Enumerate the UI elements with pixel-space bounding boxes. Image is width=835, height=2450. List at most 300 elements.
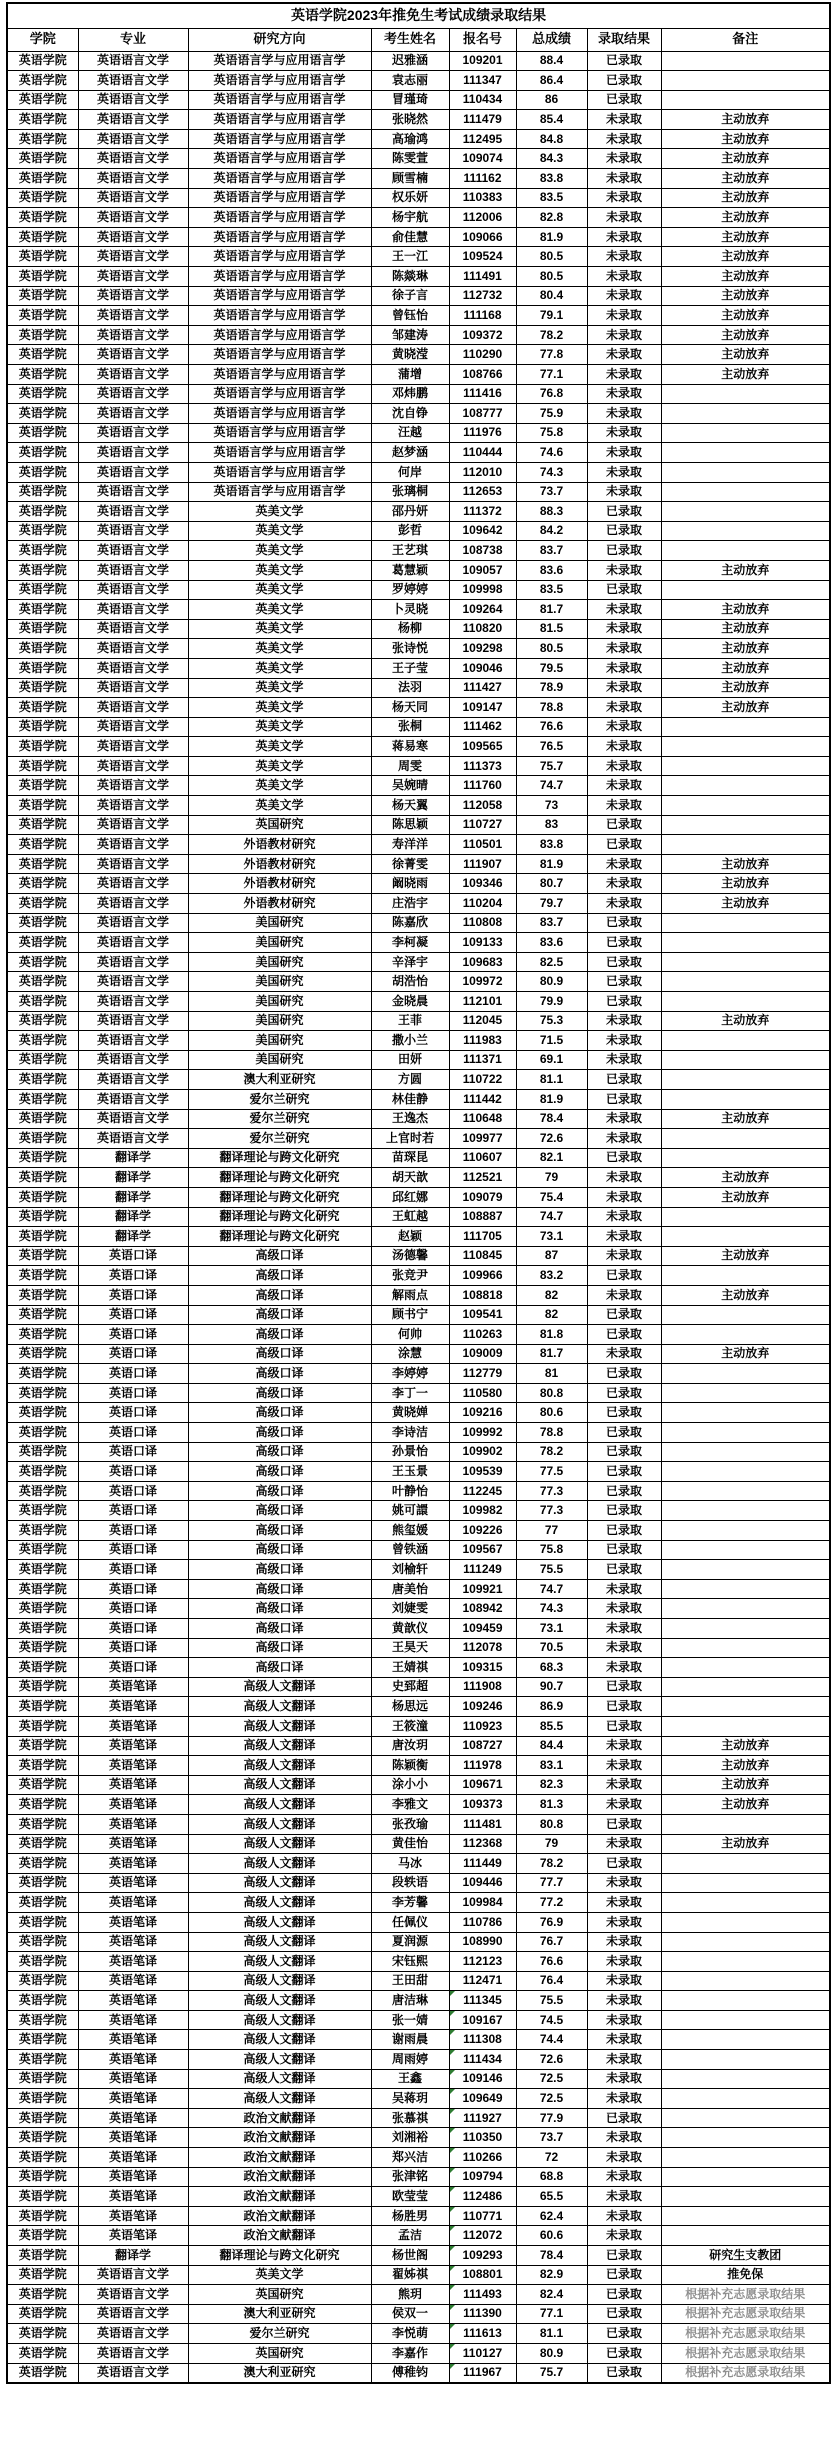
result-cell: 已录取: [587, 972, 661, 992]
result-cell: 未录取: [587, 1227, 661, 1247]
result-cell: 已录取: [587, 1540, 661, 1560]
remark-cell: 主动放弃: [661, 286, 830, 306]
college-cell: 英语学院: [7, 227, 78, 247]
table-row: [7, 952, 830, 972]
major-cell: 英语语言文学: [78, 717, 188, 737]
score-cell: 81: [516, 1364, 587, 1384]
remark-cell: [661, 423, 830, 443]
green-corner-flag-icon: [450, 2109, 455, 2114]
college-cell: 英语学院: [7, 1285, 78, 1305]
table-row: [7, 90, 830, 110]
college-cell: 英语学院: [7, 443, 78, 463]
name-cell: 赵梦涵: [371, 443, 449, 463]
regno-cell: 109293: [449, 2246, 516, 2266]
regno-cell: 111308: [449, 2030, 516, 2050]
name-cell: 孙景怡: [371, 1442, 449, 1462]
name-cell: 李嘉作: [371, 2343, 449, 2363]
major-cell: 英语笔译: [78, 1775, 188, 1795]
college-cell: 英语学院: [7, 1344, 78, 1364]
remark-cell: [661, 1952, 830, 1972]
major-cell: 英语笔译: [78, 2050, 188, 2070]
direction-cell: 高级口译: [188, 1462, 371, 1482]
table-row: [7, 2285, 830, 2305]
major-cell: 英语语言文学: [78, 2265, 188, 2285]
major-cell: 英语笔译: [78, 1834, 188, 1854]
major-cell: 英语语言文学: [78, 482, 188, 502]
name-cell: 李柯凝: [371, 933, 449, 953]
remark-cell: 研究生支教团: [661, 2246, 830, 2266]
college-cell: 英语学院: [7, 639, 78, 659]
college-cell: 英语学院: [7, 1775, 78, 1795]
score-cell: 77.1: [516, 2304, 587, 2324]
result-cell: 已录取: [587, 952, 661, 972]
major-cell: 英语语言文学: [78, 1011, 188, 1031]
score-cell: 85.5: [516, 1716, 587, 1736]
table-row: [7, 462, 830, 482]
name-cell: 徐菁雯: [371, 854, 449, 874]
college-cell: 英语学院: [7, 1677, 78, 1697]
result-cell: 未录取: [587, 658, 661, 678]
score-cell: 78.9: [516, 678, 587, 698]
remark-cell: [661, 1814, 830, 1834]
regno-cell: 108990: [449, 1932, 516, 1952]
table-row: [7, 1834, 830, 1854]
remark-cell: [661, 2089, 830, 2109]
result-cell: 未录取: [587, 423, 661, 443]
college-cell: 英语学院: [7, 502, 78, 522]
major-cell: 英语语言文学: [78, 639, 188, 659]
table-row: [7, 169, 830, 189]
score-cell: 82.9: [516, 2265, 587, 2285]
result-cell: 未录取: [587, 1756, 661, 1776]
regno-cell: 112006: [449, 208, 516, 228]
major-cell: 英语口译: [78, 1501, 188, 1521]
name-cell: 孟洁: [371, 2226, 449, 2246]
direction-cell: 英语语言学与应用语言学: [188, 443, 371, 463]
result-cell: 已录取: [587, 1325, 661, 1345]
green-corner-flag-icon: [450, 2050, 455, 2055]
direction-cell: 澳大利亚研究: [188, 2363, 371, 2383]
college-cell: 英语学院: [7, 1952, 78, 1972]
remark-cell: [661, 1579, 830, 1599]
result-cell: 未录取: [587, 306, 661, 326]
name-cell: 张桐: [371, 717, 449, 737]
regno-cell: 110820: [449, 619, 516, 639]
remark-cell: [661, 2069, 830, 2089]
direction-cell: 翻译理论与跨文化研究: [188, 2246, 371, 2266]
regno-cell: 109074: [449, 149, 516, 169]
name-cell: 欧莹莹: [371, 2187, 449, 2207]
result-cell: 已录取: [587, 1716, 661, 1736]
college-cell: 英语学院: [7, 2128, 78, 2148]
result-cell: 未录取: [587, 1285, 661, 1305]
major-cell: 英语语言文学: [78, 776, 188, 796]
score-cell: 86.4: [516, 71, 587, 91]
regno-cell: 109372: [449, 325, 516, 345]
remark-cell: [661, 541, 830, 561]
regno-cell: 111449: [449, 1854, 516, 1874]
name-cell: 彭哲: [371, 521, 449, 541]
college-cell: 英语学院: [7, 404, 78, 424]
direction-cell: 政治文献翻译: [188, 2108, 371, 2128]
major-cell: 英语语言文学: [78, 972, 188, 992]
major-cell: 英语笔译: [78, 1677, 188, 1697]
regno-cell: 112123: [449, 1952, 516, 1972]
name-cell: 王虹越: [371, 1207, 449, 1227]
table-row: [7, 658, 830, 678]
college-cell: 英语学院: [7, 1129, 78, 1149]
name-cell: 俞佳慧: [371, 227, 449, 247]
regno-cell: 111162: [449, 169, 516, 189]
major-cell: 英语笔译: [78, 1854, 188, 1874]
table-row: [7, 1619, 830, 1639]
table-row: [7, 639, 830, 659]
college-cell: 英语学院: [7, 1560, 78, 1580]
result-cell: 未录取: [587, 678, 661, 698]
result-cell: 未录取: [587, 1971, 661, 1991]
direction-cell: 高级人文翻译: [188, 2069, 371, 2089]
result-cell: 未录取: [587, 1912, 661, 1932]
result-cell: 已录取: [587, 2285, 661, 2305]
major-cell: 英语笔译: [78, 2226, 188, 2246]
regno-cell: 110786: [449, 1912, 516, 1932]
result-cell: 已录取: [587, 1697, 661, 1717]
direction-cell: 英语语言学与应用语言学: [188, 129, 371, 149]
remark-cell: [661, 1481, 830, 1501]
major-cell: 英语语言文学: [78, 306, 188, 326]
result-cell: 已录取: [587, 2265, 661, 2285]
major-cell: 英语语言文学: [78, 404, 188, 424]
direction-cell: 英美文学: [188, 639, 371, 659]
table-row: [7, 541, 830, 561]
score-cell: 80.5: [516, 267, 587, 287]
result-cell: 未录取: [587, 482, 661, 502]
major-cell: 英语语言文学: [78, 169, 188, 189]
remark-cell: 主动放弃: [661, 1109, 830, 1129]
score-cell: 72.5: [516, 2089, 587, 2109]
remark-cell: [661, 913, 830, 933]
direction-cell: 英美文学: [188, 541, 371, 561]
regno-cell: 110607: [449, 1148, 516, 1168]
result-cell: 已录取: [587, 502, 661, 522]
major-cell: 英语笔译: [78, 2148, 188, 2168]
regno-cell: 109649: [449, 2089, 516, 2109]
name-cell: 杨胜男: [371, 2206, 449, 2226]
regno-cell: 112486: [449, 2187, 516, 2207]
regno-cell: 110204: [449, 894, 516, 914]
major-cell: 英语语言文学: [78, 521, 188, 541]
score-cell: 73.1: [516, 1227, 587, 1247]
remark-cell: [661, 1207, 830, 1227]
name-cell: 杨世阁: [371, 2246, 449, 2266]
college-cell: 英语学院: [7, 1971, 78, 1991]
major-cell: 英语语言文学: [78, 2285, 188, 2305]
major-cell: 英语语言文学: [78, 129, 188, 149]
score-cell: 81.7: [516, 600, 587, 620]
score-cell: 74.7: [516, 1207, 587, 1227]
major-cell: 英语语言文学: [78, 443, 188, 463]
remark-cell: [661, 796, 830, 816]
college-cell: 英语学院: [7, 1658, 78, 1678]
result-cell: 未录取: [587, 227, 661, 247]
major-cell: 英语语言文学: [78, 2304, 188, 2324]
regno-cell: 111479: [449, 110, 516, 130]
college-cell: 英语学院: [7, 2089, 78, 2109]
direction-cell: 英语语言学与应用语言学: [188, 482, 371, 502]
name-cell: 蒲增: [371, 365, 449, 385]
name-cell: 杨天同: [371, 698, 449, 718]
college-cell: 英语学院: [7, 1207, 78, 1227]
college-cell: 英语学院: [7, 756, 78, 776]
table-row: [7, 1442, 830, 1462]
remark-cell: [661, 2050, 830, 2070]
table-row: [7, 2265, 830, 2285]
name-cell: 曾铁涵: [371, 1540, 449, 1560]
college-cell: 英语学院: [7, 1579, 78, 1599]
major-cell: 英语语言文学: [78, 2363, 188, 2383]
remark-cell: 主动放弃: [661, 1795, 830, 1815]
college-cell: 英语学院: [7, 2304, 78, 2324]
direction-cell: 政治文献翻译: [188, 2128, 371, 2148]
regno-cell: 109446: [449, 1873, 516, 1893]
score-cell: 74.3: [516, 1599, 587, 1619]
regno-cell: 109902: [449, 1442, 516, 1462]
score-cell: 81.7: [516, 1344, 587, 1364]
major-cell: 英语口译: [78, 1619, 188, 1639]
remark-cell: [661, 2148, 830, 2168]
college-cell: 英语学院: [7, 2148, 78, 2168]
direction-cell: 英语语言学与应用语言学: [188, 247, 371, 267]
name-cell: 汪越: [371, 423, 449, 443]
college-cell: 英语学院: [7, 1070, 78, 1090]
name-cell: 郑兴洁: [371, 2148, 449, 2168]
score-cell: 74.5: [516, 2010, 587, 2030]
regno-cell: 109264: [449, 600, 516, 620]
regno-cell: 112779: [449, 1364, 516, 1384]
result-cell: 未录取: [587, 1873, 661, 1893]
regno-cell: 108766: [449, 365, 516, 385]
result-cell: 未录取: [587, 2089, 661, 2109]
college-cell: 英语学院: [7, 267, 78, 287]
major-cell: 英语口译: [78, 1364, 188, 1384]
regno-cell: 111613: [449, 2324, 516, 2344]
college-cell: 英语学院: [7, 541, 78, 561]
name-cell: 刘婕雯: [371, 1599, 449, 1619]
score-cell: 76.6: [516, 1952, 587, 1972]
remark-cell: [661, 2206, 830, 2226]
result-cell: 已录取: [587, 992, 661, 1012]
score-cell: 88.3: [516, 502, 587, 522]
regno-cell: 108738: [449, 541, 516, 561]
direction-cell: 高级口译: [188, 1521, 371, 1541]
table-row: [7, 2343, 830, 2363]
direction-cell: 爱尔兰研究: [188, 1109, 371, 1129]
green-corner-flag-icon: [450, 2128, 455, 2133]
college-cell: 英语学院: [7, 1462, 78, 1482]
regno-cell: 109984: [449, 1893, 516, 1913]
green-corner-flag-icon: [450, 2187, 455, 2192]
regno-cell: 110923: [449, 1716, 516, 1736]
name-cell: 黄晓婵: [371, 1403, 449, 1423]
score-cell: 81.9: [516, 1089, 587, 1109]
result-cell: 未录取: [587, 1187, 661, 1207]
result-cell: 未录取: [587, 2206, 661, 2226]
table-row: [7, 502, 830, 522]
college-cell: 英语学院: [7, 208, 78, 228]
name-cell: 高瑜鸿: [371, 129, 449, 149]
green-corner-flag-icon: [450, 2285, 455, 2290]
direction-cell: 英美文学: [188, 658, 371, 678]
remark-cell: [661, 1129, 830, 1149]
major-cell: 英语笔译: [78, 1952, 188, 1972]
major-cell: 英语语言文学: [78, 737, 188, 757]
major-cell: 英语口译: [78, 1305, 188, 1325]
regno-cell: 110383: [449, 188, 516, 208]
table-row: [7, 2246, 830, 2266]
remark-cell: 根据补充志愿录取结果: [661, 2363, 830, 2383]
direction-cell: 美国研究: [188, 913, 371, 933]
name-cell: 庄浩宇: [371, 894, 449, 914]
score-cell: 86.9: [516, 1697, 587, 1717]
remark-cell: [661, 462, 830, 482]
regno-cell: 111927: [449, 2108, 516, 2128]
direction-cell: 美国研究: [188, 1050, 371, 1070]
result-cell: 未录取: [587, 188, 661, 208]
remark-cell: [661, 1227, 830, 1247]
major-cell: 翻译学: [78, 1168, 188, 1188]
name-cell: 权乐妍: [371, 188, 449, 208]
major-cell: 英语语言文学: [78, 1109, 188, 1129]
table-row: [7, 2030, 830, 2050]
regno-cell: 110722: [449, 1070, 516, 1090]
regno-cell: 111416: [449, 384, 516, 404]
college-cell: 英语学院: [7, 71, 78, 91]
regno-cell: 112078: [449, 1638, 516, 1658]
remark-cell: [661, 1325, 830, 1345]
name-cell: 侯双一: [371, 2304, 449, 2324]
regno-cell: 111372: [449, 502, 516, 522]
remark-cell: [661, 1501, 830, 1521]
result-cell: 未录取: [587, 854, 661, 874]
college-cell: 英语学院: [7, 1148, 78, 1168]
regno-cell: 108777: [449, 404, 516, 424]
regno-cell: 111390: [449, 2304, 516, 2324]
result-cell: 未录取: [587, 1011, 661, 1031]
result-cell: 未录取: [587, 1599, 661, 1619]
remark-cell: 主动放弃: [661, 560, 830, 580]
result-cell: 未录取: [587, 404, 661, 424]
table-row: [7, 404, 830, 424]
result-cell: 未录取: [587, 698, 661, 718]
name-cell: 杨天翼: [371, 796, 449, 816]
table-row: [7, 1383, 830, 1403]
major-cell: 英语语言文学: [78, 2343, 188, 2363]
direction-cell: 英美文学: [188, 678, 371, 698]
college-cell: 英语学院: [7, 1325, 78, 1345]
green-corner-flag-icon: [450, 2070, 455, 2075]
major-cell: 英语口译: [78, 1344, 188, 1364]
result-cell: 未录取: [587, 267, 661, 287]
table-row: [7, 698, 830, 718]
result-cell: 已录取: [587, 51, 661, 71]
direction-cell: 爱尔兰研究: [188, 2324, 371, 2344]
college-cell: 英语学院: [7, 1481, 78, 1501]
college-cell: 英语学院: [7, 717, 78, 737]
direction-cell: 高级人文翻译: [188, 1893, 371, 1913]
result-cell: 未录取: [587, 1775, 661, 1795]
regno-cell: 110127: [449, 2343, 516, 2363]
result-cell: 未录取: [587, 384, 661, 404]
remark-cell: 主动放弃: [661, 894, 830, 914]
result-cell: 未录取: [587, 149, 661, 169]
green-corner-flag-icon: [450, 2148, 455, 2153]
regno-cell: 111907: [449, 854, 516, 874]
direction-cell: 外语教材研究: [188, 894, 371, 914]
college-cell: 英语学院: [7, 2187, 78, 2207]
regno-cell: 109671: [449, 1775, 516, 1795]
score-cell: 79.7: [516, 894, 587, 914]
name-cell: 法羽: [371, 678, 449, 698]
college-cell: 英语学院: [7, 1501, 78, 1521]
remark-cell: [661, 1305, 830, 1325]
college-cell: 英语学院: [7, 1031, 78, 1051]
college-cell: 英语学院: [7, 1246, 78, 1266]
name-cell: 王菲: [371, 1011, 449, 1031]
college-cell: 英语学院: [7, 2050, 78, 2070]
score-cell: 80.8: [516, 1814, 587, 1834]
score-cell: 83.2: [516, 1266, 587, 1286]
table-row: [7, 71, 830, 91]
major-cell: 英语语言文学: [78, 71, 188, 91]
name-cell: 寿洋洋: [371, 835, 449, 855]
regno-cell: 112058: [449, 796, 516, 816]
major-cell: 翻译学: [78, 2246, 188, 2266]
name-cell: 王昊天: [371, 1638, 449, 1658]
direction-cell: 翻译理论与跨文化研究: [188, 1148, 371, 1168]
major-cell: 英语口译: [78, 1638, 188, 1658]
name-cell: 王子莹: [371, 658, 449, 678]
table-row: [7, 2206, 830, 2226]
college-cell: 英语学院: [7, 678, 78, 698]
name-cell: 叶静怡: [371, 1481, 449, 1501]
major-cell: 英语语言文学: [78, 208, 188, 228]
score-cell: 81.9: [516, 227, 587, 247]
name-cell: 卜灵晓: [371, 600, 449, 620]
major-cell: 英语语言文学: [78, 188, 188, 208]
remark-cell: 主动放弃: [661, 1187, 830, 1207]
result-cell: 已录取: [587, 1442, 661, 1462]
direction-cell: 高级口译: [188, 1305, 371, 1325]
remark-cell: 主动放弃: [661, 1775, 830, 1795]
result-cell: 未录取: [587, 1109, 661, 1129]
remark-cell: 主动放弃: [661, 698, 830, 718]
major-cell: 英语笔译: [78, 1893, 188, 1913]
table-row: [7, 835, 830, 855]
major-cell: 英语语言文学: [78, 227, 188, 247]
direction-cell: 英国研究: [188, 815, 371, 835]
name-cell: 马冰: [371, 1854, 449, 1874]
major-cell: 英语语言文学: [78, 619, 188, 639]
major-cell: 英语口译: [78, 1462, 188, 1482]
result-cell: 已录取: [587, 1266, 661, 1286]
remark-cell: [661, 1658, 830, 1678]
major-cell: 英语语言文学: [78, 854, 188, 874]
table-row: [7, 1227, 830, 1247]
major-cell: 翻译学: [78, 1187, 188, 1207]
regno-cell: 109972: [449, 972, 516, 992]
direction-cell: 美国研究: [188, 972, 371, 992]
score-cell: 84.4: [516, 1736, 587, 1756]
